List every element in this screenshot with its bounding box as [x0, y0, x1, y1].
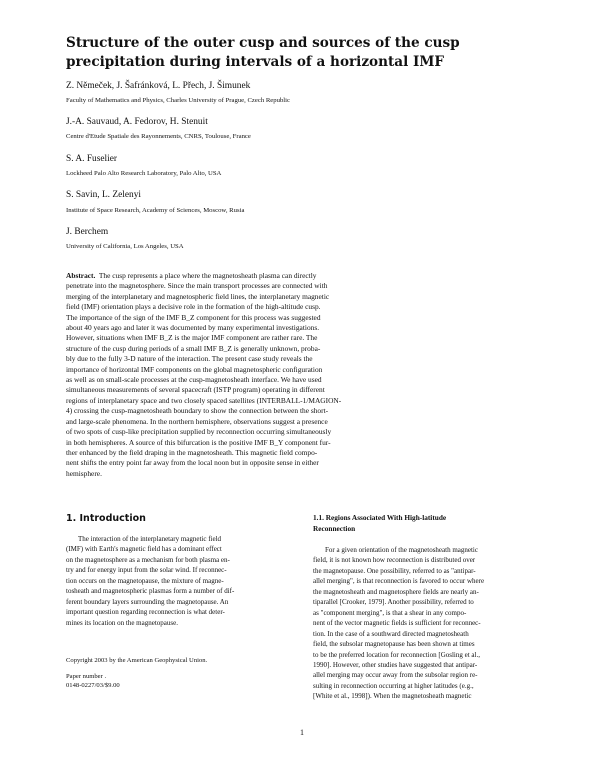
affiliation-2: Centre d'Etude Spatiale des Rayonnements, CNRS, Toulouse, France: [66, 133, 251, 140]
abstract-line: However, situations when IMF B_Z is the major IMF component are rather rare. The: [66, 333, 318, 343]
subsection-line: For a given orientation of the magnetosheath magnetic: [325, 546, 478, 554]
abstract-line: importance of horizontal IMF components on the global magnetospheric configuration: [66, 364, 323, 374]
copyright-notice: Copyright 2003 by the American Geophysical Union.: [66, 657, 208, 664]
introduction-line: The interaction of the interplanetary magnetic field: [78, 535, 222, 543]
abstract-line: regions of interplanetary space and two closely spaced satellites (INTERBALL-1/MAGION-: [66, 395, 342, 405]
subsection-line: the magnetosheath and magnetosphere fields are nearly an-: [313, 587, 479, 596]
affiliation-4: Institute of Space Research, Academy of Sciences, Moscow, Rusia: [66, 207, 245, 214]
abstract-label: Abstract.: [66, 271, 96, 280]
subsection-line: tiparallel [Crooker, 1979]. Another possibility, referred to: [313, 598, 474, 607]
subsection-line: as "component merging", is that a shear in any compo-: [313, 608, 467, 617]
affiliation-1: Faculty of Mathematics and Physics, Charles University of Prague, Czech Republic: [66, 97, 290, 104]
abstract-line: bly due to the fully 3-D nature of the interaction. The present case study reveals the: [66, 354, 313, 364]
section-heading-introduction: 1. Introduction: [66, 513, 146, 524]
abstract-line: merging of the interplanetary and magnetospheric field lines, the interplanetary magnetic: [66, 291, 330, 301]
abstract-line: as well as on small-scale processes at the cusp-magnetosheath interface. We have used: [66, 375, 322, 385]
author-group-1: Z. Němeček, J. Šafránková, L. Přech, J. Šimunek: [66, 81, 251, 91]
paper-title: [66, 34, 536, 72]
abstract-line: simultaneous measurements of several spacecraft (ISTP program) operating in different: [66, 385, 325, 395]
introduction-text: [66, 534, 301, 628]
author-group-2: J.-A. Sauvaud, A. Fedorov, H. Stenuit: [66, 117, 208, 127]
subsection-line: field, the subsolar magnetopause has been shown at times: [313, 640, 475, 649]
affiliation-5: University of California, Los Angeles, USA: [66, 243, 184, 250]
affiliation-3: Lockheed Palo Alto Research Laboratory, Palo Alto, USA: [66, 170, 222, 177]
subsection-line: sulting in reconnection occurring at higher latitudes (e.g.,: [313, 681, 474, 690]
author-group-4: S. Savin, L. Zelenyi: [66, 190, 141, 200]
abstract-line: ther enhanced by the field draping in the magnetosheath. This magnetic field compo-: [66, 447, 318, 457]
abstract-line: of two spots of cusp-like precipitation supplied by reconnection occurring simultaneously: [66, 427, 332, 437]
abstract: [66, 271, 544, 479]
subsection-text: [313, 545, 550, 702]
introduction-lines: [66, 534, 301, 628]
introduction-line: tosheath and magnetospheric plasmas form a number of dif-: [66, 587, 235, 596]
introduction-line: mines its location on the magnetopause.: [66, 618, 178, 627]
abstract-body: [66, 281, 544, 479]
abstract-line: nent shifts the entry point far away from the local noon but in opposite sense in either: [66, 458, 319, 468]
subsection-line: field, it is not known how reconnection is distributed over: [313, 556, 476, 565]
page-number: 1: [300, 728, 304, 737]
introduction-line: (IMF) with Earth's magnetic field has a dominant effect: [66, 545, 222, 554]
subsection-line: allel merging may occur away from the subsolar region re-: [313, 671, 478, 680]
subsection-line: nent of the vector magnetic fields is sufficient for reconnec-: [313, 619, 481, 628]
author-group-3: S. A. Fuselier: [66, 154, 118, 164]
introduction-line: on the magnetosphere as a mechanism for both plasma en-: [66, 555, 230, 564]
paper-number-block: [66, 672, 120, 690]
paper-number-label: Paper number .: [66, 673, 107, 680]
abstract-line: 4) crossing the cusp-magnetosheath boundary to show the connection between the short-: [66, 406, 329, 416]
abstract-line: field (IMF) orientation plays a decisive role in the formation of the high-altitude cusp.: [66, 302, 321, 312]
subsection-lines: [313, 545, 550, 702]
subsection-line: to be the preferred location for reconnection [Gosling et al.,: [313, 650, 480, 659]
abstract-line: structure of the cusp during periods of a small IMF B_Z is generally unknown, proba-: [66, 343, 321, 353]
abstract-first-line: [66, 271, 544, 281]
subsection-heading-line-1: 1.1. Regions Associated With High-latitude: [313, 513, 447, 522]
abstract-line: and large-scale phenomena. In the northern hemisphere, observations suggest a presence: [66, 416, 328, 426]
author-group-5: J. Berchem: [66, 227, 109, 237]
abstract-line: in both hemispheres. A source of this bifurcation is the positive IMF B_Y component fur-: [66, 437, 331, 447]
introduction-line: tion occurs on the magnetopause, the mixture of magne-: [66, 576, 224, 585]
abstract-line: penetrate into the magnetosphere. Since the main transport processes are connected with: [66, 281, 328, 291]
introduction-line: important question regarding reconnection is what deter-: [66, 608, 225, 617]
subsection-heading: [313, 513, 446, 534]
abstract-line: hemisphere.: [66, 468, 102, 478]
abstract-line: about 40 years ago and later it was documented by many experimental investigations.: [66, 323, 320, 333]
title-line-2: precipitation during intervals of a horizontal IMF: [66, 54, 445, 70]
subsection-line: [White et al., 1998]). When the magnetosheath magnetic: [313, 692, 472, 701]
title-line-1: Structure of the outer cusp and sources of the cusp: [66, 35, 460, 51]
abstract-line: The importance of the sign of the IMF B_Z component for this process was suggested: [66, 312, 321, 322]
introduction-line: ferent boundary layers surrounding the magnetopause. An: [66, 597, 229, 606]
introduction-line: try and for energy input from the solar wind. If reconnec-: [66, 566, 227, 575]
subsection-heading-line-2: Reconnection: [313, 523, 356, 533]
subsection-line: tion. In the case of a southward directed magnetosheath: [313, 629, 469, 638]
subsection-line: 1990]. However, other studies have suggested that antipar-: [313, 660, 478, 669]
subsection-line: allel merging", is that reconnection is favored to occur where: [313, 577, 485, 586]
subsection-line: the magnetopause. One possibility, referred to as "antipar-: [313, 566, 476, 575]
abstract-text-start: The cusp represents a place where the magnetosheath plasma can directly: [98, 271, 317, 280]
paper-code: 0148-0227/03/$9.00: [66, 682, 120, 690]
